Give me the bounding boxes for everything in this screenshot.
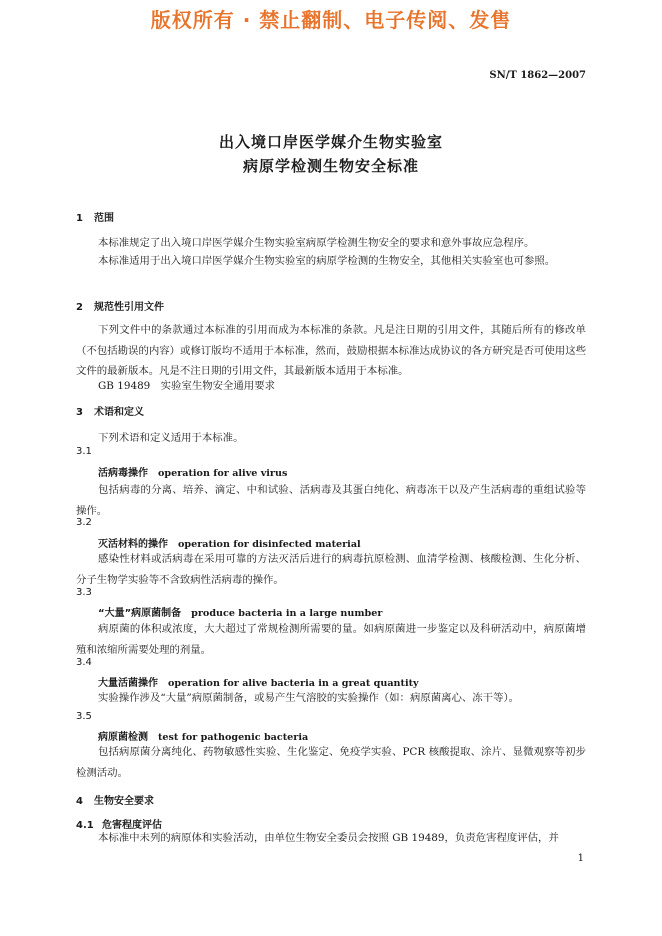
- section-2-paragraph-1: 下列文件中的条款通过本标准的引用而成为本标准的条款。凡是注日期的引用文件，其随后所有的修改单（不包括勘误的内容）或修订版均不适用于本标准，然而，鼓励根据本标准达成协议的各方研究是否可使用这些文件的最新版本。凡是不注日期的引用文件，其最新版本适用于本标准。: [76, 324, 586, 377]
- term-3-1: [98, 464, 287, 479]
- section-number: 3: [76, 407, 83, 418]
- standard-code: SN/T 1862—2007: [489, 70, 586, 81]
- section-number: 1: [76, 213, 83, 224]
- section-title: 术语和定义: [94, 407, 144, 418]
- term-3-4-number: 3.4: [76, 657, 92, 668]
- subsection-4-1-paragraph: 本标准中未列的病原体和实验活动，由单位生物安全委员会按照 GB 19489，负责危害程度评估，并: [98, 832, 559, 844]
- section-title: 生物安全要求: [94, 796, 154, 807]
- section-title: 范围: [94, 213, 114, 224]
- term-en: operation for disinfected material: [178, 539, 361, 550]
- section-3-heading: [76, 403, 144, 418]
- term-zh: 灭活材料的操作: [98, 539, 168, 550]
- section-3-intro: 下列术语和定义适用于本标准。: [98, 432, 244, 444]
- term-en: test for pathogenic bacteria: [158, 732, 309, 743]
- document-title-line2: 病原学检测生物安全标准: [242, 157, 419, 175]
- term-3-2-definition: 感染性材料或活病毒在采用可靠的方法灭活后进行的病毒抗原检测、血清学检测、核酸检测、生化分析、分子生物学实验等不含致病性活病毒的操作。: [76, 553, 586, 586]
- term-3-1-number: 3.1: [76, 446, 92, 457]
- document-title-line1: 出入境口岸医学媒介生物实验室: [218, 133, 443, 151]
- subsection-title: 危害程度评估: [102, 820, 162, 831]
- section-4-heading: [76, 792, 154, 807]
- term-zh: 活病毒操作: [98, 468, 148, 479]
- term-3-5-definition: 包括病原菌分离纯化、药物敏感性实验、生化鉴定、免疫学实验、PCR 核酸提取、涂片、显微观察等初步检测活动。: [76, 746, 586, 779]
- term-3-2: [98, 535, 361, 550]
- term-3-3-number: 3.3: [76, 587, 92, 598]
- term-3-5: [98, 728, 308, 743]
- section-1-paragraph-2: 本标准适用于出入境口岸医学媒介生物实验室的病原学检测的生物安全，其他相关实验室也可参照。: [98, 255, 556, 267]
- normative-reference: GB 19489 实验室生物安全通用要求: [98, 380, 275, 392]
- section-2-heading: [76, 298, 164, 313]
- subsection-number: 4.1: [76, 820, 94, 831]
- term-3-1-definition: 包括病毒的分离、培养、滴定、中和试验、活病毒及其蛋白纯化、病毒冻干以及产生活病毒的重组试验等操作。: [76, 484, 586, 517]
- section-number: 4: [76, 796, 83, 807]
- copyright-banner: 版权所有 · 禁止翻制、电子传阅、发售: [150, 8, 512, 32]
- term-3-3-definition: 病原菌的体积或浓度，大大超过了常规检测所需要的量。如病原菌进一步鉴定以及科研活动中，病原菌增殖和浓缩所需要处理的剂量。: [76, 623, 586, 656]
- term-zh: 大量活菌操作: [98, 678, 158, 689]
- term-en: operation for alive bacteria in a great quantity: [168, 678, 419, 689]
- term-en: operation for alive virus: [158, 468, 288, 479]
- term-3-4: [98, 674, 419, 689]
- page-number: 1: [577, 853, 584, 864]
- term-zh: “大量”病原菌制备: [98, 608, 182, 619]
- section-1-paragraph-1: 本标准规定了出入境口岸医学媒介生物实验室病原学检测生物安全的要求和意外事故应急程序。: [98, 237, 535, 249]
- term-3-5-number: 3.5: [76, 711, 92, 722]
- term-3-4-definition: 实验操作涉及“大量”病原菌制备，或易产生气溶胶的实验操作（如：病原菌离心、冻干等）。: [98, 692, 520, 704]
- section-1-heading: [76, 209, 114, 224]
- term-3-2-number: 3.2: [76, 517, 92, 528]
- section-title: 规范性引用文件: [94, 302, 164, 313]
- term-zh: 病原菌检测: [98, 732, 148, 743]
- term-en: produce bacteria in a large number: [191, 608, 383, 619]
- section-number: 2: [76, 302, 83, 313]
- term-3-3: [98, 604, 382, 619]
